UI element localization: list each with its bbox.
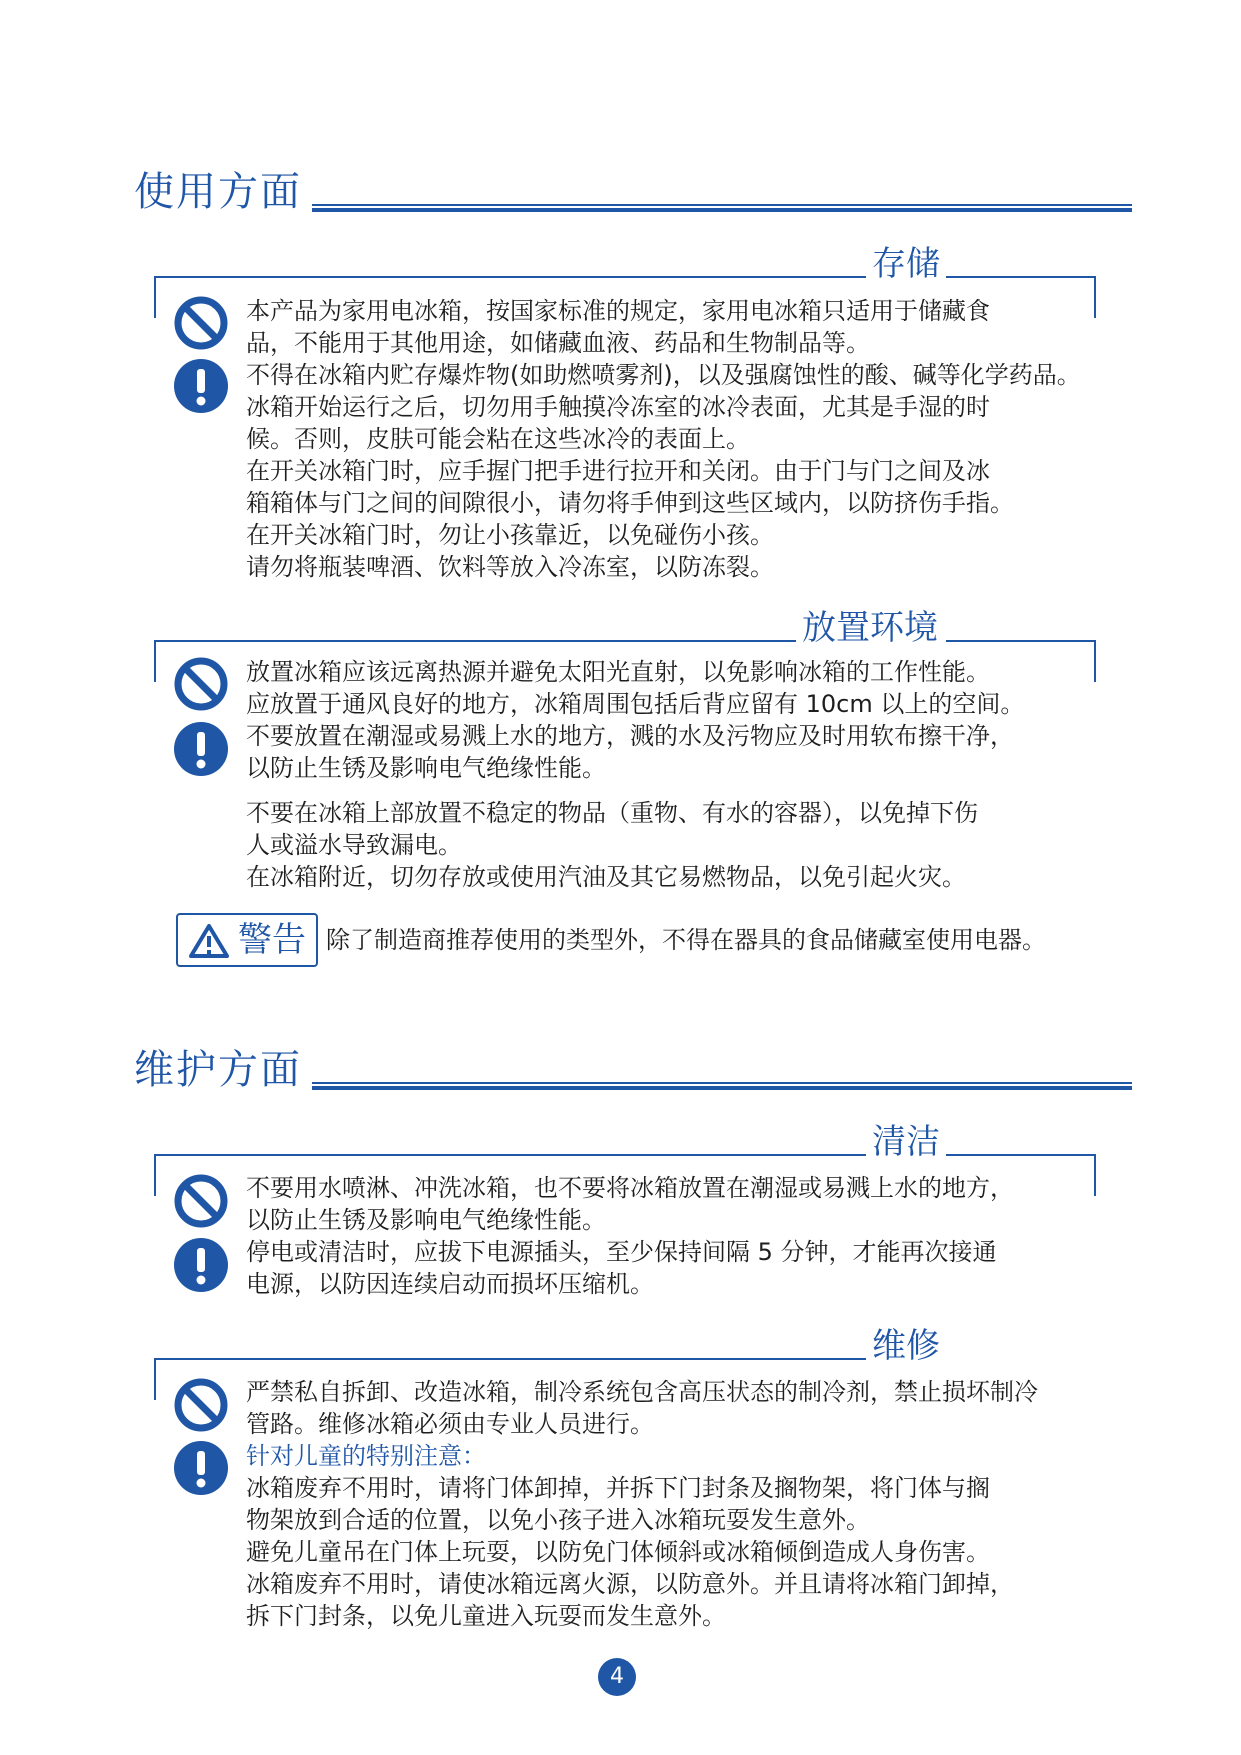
section-rule-usage xyxy=(312,204,1132,212)
exclamation-icon xyxy=(174,1238,228,1292)
placement-text: 放置冰箱应该远离热源并避免太阳光直射，以免影响冰箱的工作性能。 应放置于通风良好的地方，冰箱周围包括后背应留有 10cm 以上的空间。 不要放置在潮湿或易溅上水的地方，溅的水及污物应及时用软布擦干净， 以防止生锈及影响电气绝缘性能。 xyxy=(246,658,1025,782)
cleaning-text: 不要用水喷淋、冲洗冰箱，也不要将冰箱放置在潮湿或易溅上水的地方， 以防止生锈及影响电气绝缘性能。 停电或清洁时，应拔下电源插头，至少保持间隔 5 分钟，才能再次接通 电源，以防因连续启动而损坏压缩机。 xyxy=(246,1174,1014,1298)
section-title-usage: 使用方面 xyxy=(134,169,302,215)
exclamation-icon xyxy=(174,1441,228,1495)
warning-triangle-icon xyxy=(188,923,230,959)
subsection-title-placement: 放置环境 xyxy=(796,608,944,648)
prohibit-icon xyxy=(174,1174,228,1228)
subsection-title-repair: 维修 xyxy=(866,1326,946,1366)
subsection-title-storage: 存储 xyxy=(866,244,946,284)
prohibit-icon xyxy=(174,1378,228,1432)
exclamation-icon xyxy=(174,722,228,776)
section-rule-maintenance xyxy=(312,1082,1132,1090)
section-title-maintenance: 维护方面 xyxy=(134,1047,302,1093)
placement-text-2: 不要在冰箱上部放置不稳定的物品（重物、有水的容器），以免掉下伤 人或溢水导致漏电。 在冰箱附近，切勿存放或使用汽油及其它易燃物品，以免引起火灾。 xyxy=(246,799,978,891)
exclamation-icon xyxy=(174,359,228,413)
prohibit-icon xyxy=(174,657,228,711)
prohibit-icon xyxy=(174,296,228,350)
warning-text: 除了制造商推荐使用的类型外，不得在器具的食品储藏室使用电器。 xyxy=(326,926,1046,954)
warning-badge xyxy=(176,913,318,967)
warning-label: 警告 xyxy=(238,920,306,960)
repair-text: 严禁私自拆卸、改造冰箱，制冷系统包含高压状态的制冷剂，禁止损坏制冷 管路。维修冰箱必须由专业人员进行。 针对儿童的特别注意： 冰箱废弃不用时，请将门体卸掉，并拆下门封条及搁物架，将门体与搁 物架放到合适的位置，以免小孩子进入冰箱玩耍发生意外。 避免儿童吊在门体上玩耍，以防免门体倾斜或冰箱倾倒造成人身伤害。 冰箱废弃不用时，请使冰箱远离火源，以防意外。并且请将冰箱门卸掉， 拆下门封条，以免儿童进入玩耍而发生意外。 xyxy=(246,1378,1038,1630)
children-notice-heading: 针对儿童的特别注意： xyxy=(246,1442,486,1470)
page-number: 4 xyxy=(598,1658,636,1696)
storage-text: 本产品为家用电冰箱，按国家标准的规定，家用电冰箱只适用于储藏食 品，不能用于其他用途，如储藏血液、药品和生物制品等。 不得在冰箱内贮存爆炸物(如助燃喷雾剂)，以及强腐蚀性的酸、碱等化学药品。 冰箱开始运行之后，切勿用手触摸冷冻室的冰冷表面，尤其是手湿的时 候。否则，皮肤可能会粘在这些冰冷的表面上。 在开关冰箱门时，应手握门把手进行拉开和关闭。由于门与门之间及冰 箱箱体与门之间的间隙很小，请勿将手伸到这些区域内，以防挤伤手指。 在开关冰箱门时，勿让小孩靠近，以免碰伤小孩。 请勿将瓶装啤酒、饮料等放入冷冻室，以防冻裂。 xyxy=(246,297,1081,581)
subsection-title-cleaning: 清洁 xyxy=(866,1122,946,1162)
